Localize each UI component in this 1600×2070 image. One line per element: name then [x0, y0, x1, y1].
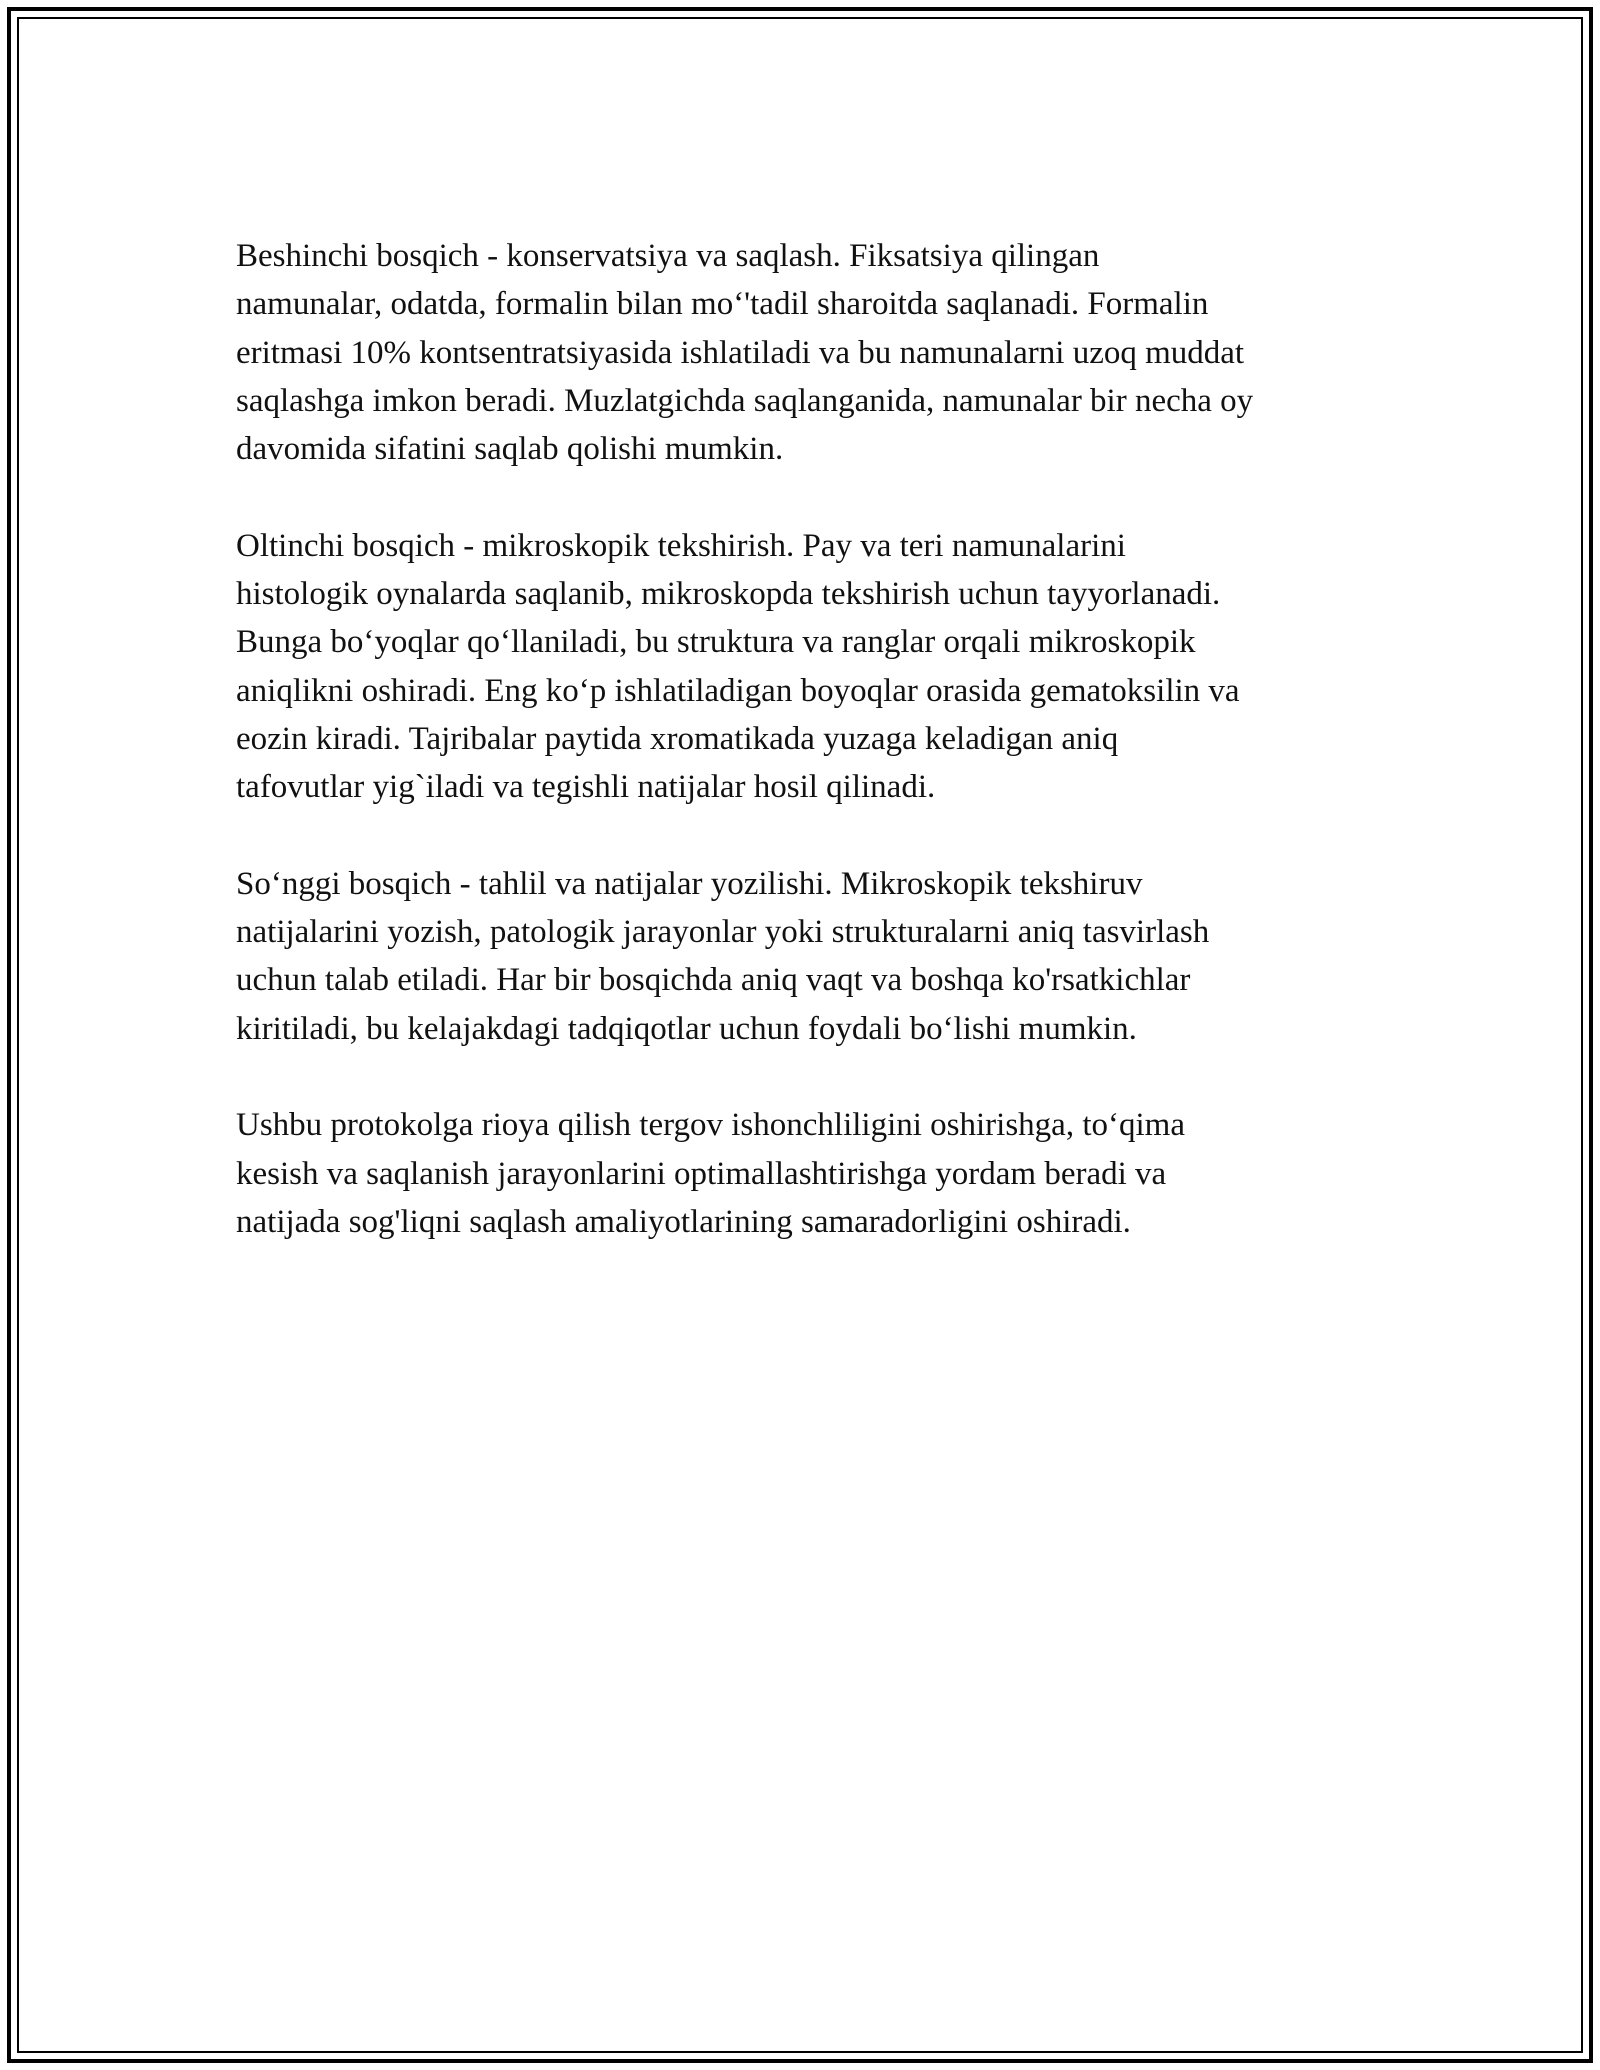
paragraph-conservation [236, 232, 1416, 473]
text-line: aniqlikni oshiradi. Eng ko‘p ishlatiladigan boyoqlar orasida gematoksilin va [236, 672, 1240, 709]
paragraph-microscopy [236, 522, 1416, 812]
text-line: So‘nggi bosqich - tahlil va natijalar yozilishi. Mikroskopik tekshiruv [236, 865, 1143, 902]
text-line: Ushbu protokolga rioya qilish tergov ishonchliligini oshirishga, to‘qima [236, 1107, 1185, 1144]
text-line: Bunga bo‘yoqlar qo‘llaniladi, bu struktura va ranglar orqali mikroskopik [236, 624, 1196, 661]
text-line: kesish va saqlanish jarayonlarini optimallashtirishga yordam beradi va [236, 1155, 1167, 1192]
text-line: saqlashga imkon beradi. Muzlatgichda saqlanganida, namunalar bir necha oy [236, 382, 1254, 419]
text-line: davomida sifatini saqlab qolishi mumkin. [236, 431, 784, 468]
paragraph-analysis [236, 860, 1416, 1053]
text-line: Beshinchi bosqich - konservatsiya va saqlash. Fiksatsiya qilingan [236, 238, 1100, 274]
text-line: eozin kiradi. Tajribalar paytida xromatikada yuzaga keladigan aniq [236, 720, 1119, 757]
text-line: eritmasi 10% kontsentratsiyasida ishlatiladi va bu namunalarni uzoq muddat [236, 334, 1245, 371]
text-line: uchun talab etiladi. Har bir bosqichda aniq vaqt va boshqa ko'rsatkichlar [236, 962, 1191, 999]
paragraph-conclusion [236, 1101, 1416, 1246]
text-line: natijalarini yozish, patologik jarayonlar yoki strukturalarni aniq tasvirlash [236, 914, 1210, 951]
text-line: kiritiladi, bu kelajakdagi tadqiqotlar uchun foydali bo‘lishi mumkin. [236, 1010, 1137, 1047]
text-line: tafovutlar yig`iladi va tegishli natijalar hosil qilinadi. [236, 769, 936, 806]
text-line: histologik oynalarda saqlanib, mikroskopda tekshirish uchun tayyorlanadi. [236, 576, 1221, 613]
document-body [236, 232, 1416, 1295]
text-line: natijada sog'liqni saqlash amaliyotlarining samaradorligini oshiradi. [236, 1203, 1131, 1240]
text-line: namunalar, odatda, formalin bilan mo‘'tadil sharoitda saqlanadi. Formalin [236, 286, 1209, 323]
text-line: Oltinchi bosqich - mikroskopik tekshirish. Pay va teri namunalarini [236, 527, 1126, 564]
